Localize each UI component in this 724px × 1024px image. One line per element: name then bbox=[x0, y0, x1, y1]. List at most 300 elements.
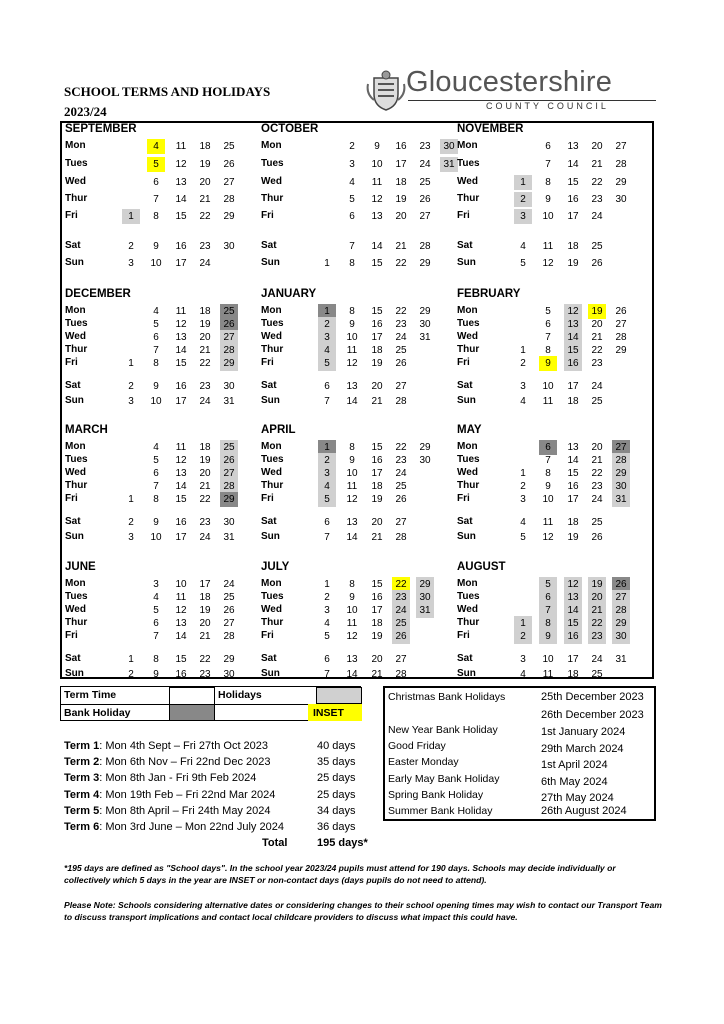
weekday-label: Fri bbox=[261, 630, 274, 641]
weekday-label: Sat bbox=[65, 653, 81, 664]
day-cell: 13 bbox=[567, 442, 579, 453]
day-cell: 26 bbox=[395, 494, 407, 505]
term-dates: : Mon 3rd June – Mon 22nd July 2024 bbox=[99, 821, 284, 833]
day-cell: 30 bbox=[612, 479, 630, 494]
day-cell: 14 bbox=[175, 194, 187, 205]
day-cell: 27 bbox=[395, 654, 407, 665]
day-cell: 22 bbox=[591, 345, 603, 356]
day-cell: 21 bbox=[371, 532, 383, 543]
day-cell: 8 bbox=[545, 177, 551, 188]
day-cell: 9 bbox=[349, 592, 355, 603]
day-cell: 31 bbox=[416, 603, 434, 618]
day-cell: 29 bbox=[220, 492, 238, 507]
day-cell: 22 bbox=[591, 177, 603, 188]
weekday-label: Sat bbox=[457, 240, 473, 251]
day-cell: 15 bbox=[371, 579, 383, 590]
month-name: DECEMBER bbox=[65, 288, 131, 300]
term-row bbox=[64, 740, 268, 752]
weekday-label: Sun bbox=[457, 531, 476, 542]
day-cell: 14 bbox=[564, 603, 582, 618]
day-cell: 1 bbox=[128, 654, 134, 665]
day-cell: 1 bbox=[324, 258, 330, 269]
logo-name: Gloucestershire bbox=[406, 66, 613, 98]
weekday-label: Thur bbox=[457, 617, 480, 628]
day-cell: 7 bbox=[545, 455, 551, 466]
bank-holiday-date: 26th December 2023 bbox=[541, 709, 644, 721]
day-cell: 30 bbox=[223, 669, 235, 680]
day-cell: 26 bbox=[392, 629, 410, 644]
day-cell: 13 bbox=[371, 211, 383, 222]
logo-subtitle: COUNTY COUNCIL bbox=[486, 101, 609, 111]
weekday-label: Wed bbox=[261, 467, 282, 478]
weekday-label: Thur bbox=[261, 193, 284, 204]
day-cell: 9 bbox=[153, 517, 159, 528]
day-cell: 6 bbox=[349, 211, 355, 222]
month-name: FEBRUARY bbox=[457, 288, 521, 300]
day-cell: 3 bbox=[153, 579, 159, 590]
day-cell: 21 bbox=[588, 603, 606, 618]
day-cell: 3 bbox=[324, 605, 330, 616]
day-cell: 24 bbox=[395, 468, 407, 479]
day-cell: 13 bbox=[564, 590, 582, 605]
day-cell: 1 bbox=[122, 209, 140, 224]
day-cell: 22 bbox=[199, 358, 211, 369]
day-cell: 29 bbox=[615, 345, 627, 356]
weekday-label: Sun bbox=[261, 257, 280, 268]
day-cell: 20 bbox=[199, 332, 211, 343]
day-cell: 14 bbox=[346, 669, 358, 680]
bank-holiday-date: 25th December 2023 bbox=[541, 691, 644, 703]
term-dates: : Mon 19th Feb – Fri 22nd Mar 2024 bbox=[99, 789, 276, 801]
day-cell: 26 bbox=[395, 358, 407, 369]
day-cell: 20 bbox=[591, 442, 603, 453]
day-cell: 1 bbox=[520, 468, 526, 479]
term-row bbox=[64, 789, 275, 801]
weekday-label: Thur bbox=[457, 344, 480, 355]
weekday-label: Sat bbox=[261, 380, 277, 391]
weekday-label: Sat bbox=[261, 653, 277, 664]
term-days: 34 days bbox=[317, 805, 356, 817]
day-cell: 12 bbox=[346, 494, 358, 505]
day-cell: 6 bbox=[324, 381, 330, 392]
day-cell: 22 bbox=[395, 258, 407, 269]
day-cell: 31 bbox=[223, 396, 235, 407]
day-cell: 21 bbox=[199, 194, 211, 205]
day-cell: 24 bbox=[223, 579, 235, 590]
day-cell: 25 bbox=[591, 396, 603, 407]
day-cell: 29 bbox=[419, 306, 431, 317]
weekday-label: Thur bbox=[261, 480, 284, 491]
weekday-label: Mon bbox=[457, 578, 478, 589]
day-cell: 9 bbox=[539, 356, 557, 371]
month-name: JULY bbox=[261, 561, 290, 573]
day-cell: 1 bbox=[128, 358, 134, 369]
day-cell: 16 bbox=[371, 319, 383, 330]
day-cell: 2 bbox=[514, 192, 532, 207]
day-cell: 1 bbox=[318, 304, 336, 319]
day-cell: 28 bbox=[223, 194, 235, 205]
weekday-label: Sun bbox=[65, 257, 84, 268]
day-cell: 22 bbox=[591, 468, 603, 479]
month-name: JUNE bbox=[65, 561, 96, 573]
day-cell: 17 bbox=[175, 532, 187, 543]
day-cell: 10 bbox=[346, 605, 358, 616]
day-cell: 31 bbox=[612, 492, 630, 507]
day-cell: 22 bbox=[588, 616, 606, 631]
day-cell: 17 bbox=[175, 258, 187, 269]
term-dates: : Mon 8th April – Fri 24th May 2024 bbox=[99, 805, 271, 817]
day-cell: 23 bbox=[199, 669, 211, 680]
day-cell: 7 bbox=[539, 603, 557, 618]
day-cell: 24 bbox=[395, 332, 407, 343]
month-october bbox=[258, 123, 455, 269]
bank-holiday-name: Summer Bank Holiday bbox=[388, 805, 493, 817]
day-cell: 22 bbox=[199, 211, 211, 222]
bank-holidays-box bbox=[383, 686, 656, 821]
total-value: 195 days* bbox=[317, 837, 368, 849]
day-cell: 3 bbox=[520, 494, 526, 505]
day-cell: 8 bbox=[153, 358, 159, 369]
day-cell: 14 bbox=[175, 345, 187, 356]
term-label: Term 1 bbox=[64, 740, 100, 752]
day-cell: 28 bbox=[223, 631, 235, 642]
day-cell: 12 bbox=[564, 577, 582, 592]
day-cell: 13 bbox=[175, 332, 187, 343]
bank-holiday-date: 6th May 2024 bbox=[541, 776, 608, 788]
bank-holiday-date: 1st January 2024 bbox=[541, 726, 626, 738]
day-cell: 27 bbox=[612, 590, 630, 605]
day-cell: 15 bbox=[567, 468, 579, 479]
day-cell: 21 bbox=[371, 396, 383, 407]
day-cell: 17 bbox=[371, 605, 383, 616]
day-cell: 11 bbox=[175, 592, 187, 603]
day-cell: 14 bbox=[564, 330, 582, 345]
page-title: SCHOOL TERMS AND HOLIDAYS bbox=[64, 84, 271, 99]
day-cell: 25 bbox=[419, 177, 431, 188]
weekday-label: Mon bbox=[457, 305, 478, 316]
day-cell: 2 bbox=[128, 517, 134, 528]
day-cell: 24 bbox=[199, 396, 211, 407]
day-cell: 28 bbox=[612, 603, 630, 618]
day-cell: 18 bbox=[567, 669, 579, 680]
weekday-label: Wed bbox=[261, 331, 282, 342]
day-cell: 5 bbox=[147, 157, 165, 172]
day-cell: 3 bbox=[128, 258, 134, 269]
day-cell: 8 bbox=[545, 345, 551, 356]
day-cell: 26 bbox=[220, 317, 238, 332]
day-cell: 25 bbox=[395, 345, 407, 356]
weekday-label: Wed bbox=[65, 604, 86, 615]
day-cell: 6 bbox=[324, 517, 330, 528]
day-cell: 9 bbox=[374, 141, 380, 152]
day-cell: 16 bbox=[564, 356, 582, 371]
day-cell: 30 bbox=[615, 194, 627, 205]
day-cell: 7 bbox=[324, 532, 330, 543]
day-cell: 30 bbox=[440, 139, 458, 154]
day-cell: 20 bbox=[371, 654, 383, 665]
day-cell: 23 bbox=[395, 455, 407, 466]
day-cell: 11 bbox=[346, 345, 358, 356]
weekday-label: Fri bbox=[457, 357, 470, 368]
month-july bbox=[258, 561, 454, 701]
day-cell: 22 bbox=[199, 494, 211, 505]
council-logo bbox=[366, 66, 656, 116]
day-cell: 4 bbox=[520, 396, 526, 407]
bank-holiday-date: 1st April 2024 bbox=[541, 759, 608, 771]
school-days-note: *195 days are defined as "School days". In the school year 2023/24 pupils must attend for 190 days. Schools may decide individually or collectively which 5 days in the year are INSET or non-contact days (days pupils do not need to attend). bbox=[64, 863, 616, 885]
day-cell: 30 bbox=[419, 455, 431, 466]
day-cell: 9 bbox=[349, 319, 355, 330]
day-cell: 29 bbox=[419, 258, 431, 269]
day-cell: 23 bbox=[588, 629, 606, 644]
day-cell: 2 bbox=[128, 241, 134, 252]
day-cell: 27 bbox=[612, 440, 630, 455]
day-cell: 10 bbox=[150, 396, 162, 407]
day-cell: 1 bbox=[514, 616, 532, 631]
day-cell: 4 bbox=[520, 241, 526, 252]
day-cell: 4 bbox=[153, 442, 159, 453]
bank-holiday-date: 26th August 2024 bbox=[541, 805, 627, 817]
day-cell: 24 bbox=[419, 159, 431, 170]
day-cell: 23 bbox=[395, 319, 407, 330]
day-cell: 20 bbox=[588, 590, 606, 605]
day-cell: 15 bbox=[175, 654, 187, 665]
day-cell: 17 bbox=[199, 579, 211, 590]
weekday-label: Sat bbox=[261, 516, 277, 527]
day-cell: 18 bbox=[395, 177, 407, 188]
day-cell: 7 bbox=[153, 631, 159, 642]
day-cell: 4 bbox=[324, 618, 330, 629]
month-september bbox=[62, 123, 258, 269]
day-cell: 27 bbox=[220, 330, 238, 345]
day-cell: 7 bbox=[545, 159, 551, 170]
weekday-label: Sun bbox=[261, 395, 280, 406]
month-november bbox=[454, 123, 650, 269]
day-cell: 19 bbox=[371, 494, 383, 505]
day-cell: 28 bbox=[220, 343, 238, 358]
day-cell: 19 bbox=[588, 304, 606, 319]
weekday-label: Wed bbox=[261, 176, 282, 187]
legend-holidays-swatch bbox=[316, 687, 362, 704]
weekday-label: Fri bbox=[457, 630, 470, 641]
day-cell: 15 bbox=[175, 358, 187, 369]
day-cell: 5 bbox=[153, 455, 159, 466]
day-cell: 2 bbox=[514, 629, 532, 644]
day-cell: 9 bbox=[545, 481, 551, 492]
bank-holiday-name: Early May Bank Holiday bbox=[388, 773, 500, 785]
bank-holiday-name: New Year Bank Holiday bbox=[388, 724, 498, 736]
day-cell: 30 bbox=[223, 241, 235, 252]
day-cell: 17 bbox=[371, 468, 383, 479]
day-cell: 24 bbox=[199, 258, 211, 269]
day-cell: 10 bbox=[150, 258, 162, 269]
day-cell: 10 bbox=[371, 159, 383, 170]
day-cell: 16 bbox=[567, 481, 579, 492]
weekday-label: Wed bbox=[261, 604, 282, 615]
day-cell: 13 bbox=[567, 141, 579, 152]
weekday-label: Wed bbox=[457, 467, 478, 478]
day-cell: 18 bbox=[371, 481, 383, 492]
weekday-label: Sat bbox=[457, 653, 473, 664]
day-cell: 29 bbox=[416, 577, 434, 592]
weekday-label: Sat bbox=[65, 516, 81, 527]
day-cell: 18 bbox=[199, 592, 211, 603]
bank-holiday-name: Christmas Bank Holidays bbox=[388, 691, 506, 703]
day-cell: 12 bbox=[346, 358, 358, 369]
day-cell: 10 bbox=[542, 211, 554, 222]
weekday-label: Wed bbox=[65, 467, 86, 478]
day-cell: 5 bbox=[520, 258, 526, 269]
month-name: NOVEMBER bbox=[457, 123, 524, 135]
day-cell: 18 bbox=[199, 306, 211, 317]
term-days: 36 days bbox=[317, 821, 356, 833]
day-cell: 17 bbox=[567, 494, 579, 505]
weekday-label: Tues bbox=[261, 318, 284, 329]
day-cell: 21 bbox=[199, 481, 211, 492]
day-cell: 26 bbox=[591, 532, 603, 543]
day-cell: 9 bbox=[539, 629, 557, 644]
day-cell: 17 bbox=[371, 332, 383, 343]
day-cell: 1 bbox=[318, 440, 336, 455]
day-cell: 8 bbox=[349, 579, 355, 590]
term-label: Term 4 bbox=[64, 789, 100, 801]
day-cell: 30 bbox=[612, 629, 630, 644]
weekday-label: Thur bbox=[261, 617, 284, 628]
day-cell: 10 bbox=[346, 332, 358, 343]
day-cell: 23 bbox=[591, 194, 603, 205]
day-cell: 26 bbox=[615, 306, 627, 317]
day-cell: 10 bbox=[542, 381, 554, 392]
day-cell: 3 bbox=[128, 396, 134, 407]
day-cell: 28 bbox=[395, 396, 407, 407]
weekday-label: Tues bbox=[457, 158, 480, 169]
day-cell: 18 bbox=[567, 396, 579, 407]
day-cell: 22 bbox=[199, 654, 211, 665]
weekday-label: Tues bbox=[457, 454, 480, 465]
legend-term-time-label: Term Time bbox=[64, 689, 117, 701]
weekday-label: Sun bbox=[457, 395, 476, 406]
day-cell: 19 bbox=[588, 577, 606, 592]
day-cell: 17 bbox=[175, 396, 187, 407]
day-cell: 23 bbox=[199, 241, 211, 252]
weekday-label: Fri bbox=[261, 210, 274, 221]
day-cell: 4 bbox=[147, 139, 165, 154]
day-cell: 31 bbox=[223, 532, 235, 543]
day-cell: 2 bbox=[128, 669, 134, 680]
transport-note: Please Note: Schools considering alternative dates or considering changes to their school opening times may wish to contact our Transport Team to discuss transport implications and contact local childcare providers to discuss what impact this could have. bbox=[64, 900, 662, 922]
day-cell: 17 bbox=[567, 654, 579, 665]
day-cell: 2 bbox=[324, 592, 330, 603]
day-cell: 17 bbox=[567, 211, 579, 222]
day-cell: 11 bbox=[175, 141, 187, 152]
day-cell: 2 bbox=[349, 141, 355, 152]
day-cell: 9 bbox=[153, 669, 159, 680]
day-cell: 23 bbox=[419, 141, 431, 152]
day-cell: 7 bbox=[349, 241, 355, 252]
day-cell: 27 bbox=[223, 618, 235, 629]
day-cell: 12 bbox=[371, 194, 383, 205]
day-cell: 12 bbox=[175, 605, 187, 616]
day-cell: 9 bbox=[349, 455, 355, 466]
bank-holiday-date: 29th March 2024 bbox=[541, 743, 624, 755]
term-row bbox=[64, 821, 284, 833]
day-cell: 26 bbox=[591, 258, 603, 269]
day-cell: 22 bbox=[395, 306, 407, 317]
day-cell: 2 bbox=[520, 358, 526, 369]
day-cell: 10 bbox=[542, 654, 554, 665]
day-cell: 14 bbox=[371, 241, 383, 252]
day-cell: 11 bbox=[542, 517, 554, 528]
day-cell: 23 bbox=[199, 517, 211, 528]
term-days: 25 days bbox=[317, 772, 356, 784]
day-cell: 7 bbox=[545, 332, 551, 343]
day-cell: 4 bbox=[153, 592, 159, 603]
day-cell: 20 bbox=[199, 177, 211, 188]
crest-icon bbox=[366, 70, 406, 112]
month-name: SEPTEMBER bbox=[65, 123, 137, 135]
term-days: 40 days bbox=[317, 740, 356, 752]
weekday-label: Sun bbox=[261, 531, 280, 542]
day-cell: 18 bbox=[199, 141, 211, 152]
day-cell: 24 bbox=[591, 211, 603, 222]
month-june bbox=[62, 561, 258, 701]
day-cell: 19 bbox=[199, 605, 211, 616]
day-cell: 13 bbox=[346, 517, 358, 528]
day-cell: 25 bbox=[223, 141, 235, 152]
day-cell: 19 bbox=[567, 258, 579, 269]
weekday-label: Tues bbox=[457, 318, 480, 329]
day-cell: 18 bbox=[567, 241, 579, 252]
month-name: AUGUST bbox=[457, 561, 506, 573]
term-dates: : Mon 8th Jan - Fri 9th Feb 2024 bbox=[99, 772, 257, 784]
day-cell: 2 bbox=[520, 481, 526, 492]
day-cell: 8 bbox=[153, 654, 159, 665]
day-cell: 8 bbox=[153, 494, 159, 505]
day-cell: 26 bbox=[220, 453, 238, 468]
day-cell: 18 bbox=[371, 345, 383, 356]
weekday-label: Mon bbox=[261, 305, 282, 316]
day-cell: 21 bbox=[591, 159, 603, 170]
day-cell: 10 bbox=[175, 579, 187, 590]
day-cell: 5 bbox=[545, 306, 551, 317]
day-cell: 2 bbox=[128, 381, 134, 392]
day-cell: 14 bbox=[346, 396, 358, 407]
weekday-label: Sun bbox=[261, 668, 280, 679]
weekday-label: Sat bbox=[457, 516, 473, 527]
day-cell: 25 bbox=[220, 304, 238, 319]
weekday-label: Sun bbox=[457, 668, 476, 679]
month-august bbox=[454, 561, 650, 701]
weekday-label: Wed bbox=[457, 176, 478, 187]
weekday-label: Mon bbox=[457, 140, 478, 151]
term-label: Term 6 bbox=[64, 821, 100, 833]
day-cell: 16 bbox=[175, 241, 187, 252]
weekday-label: Mon bbox=[457, 441, 478, 452]
day-cell: 6 bbox=[153, 332, 159, 343]
day-cell: 24 bbox=[591, 381, 603, 392]
day-cell: 5 bbox=[539, 577, 557, 592]
legend-term-time-swatch bbox=[169, 687, 215, 705]
day-cell: 30 bbox=[419, 319, 431, 330]
day-cell: 28 bbox=[615, 332, 627, 343]
day-cell: 6 bbox=[153, 468, 159, 479]
day-cell: 15 bbox=[175, 494, 187, 505]
day-cell: 24 bbox=[591, 654, 603, 665]
day-cell: 8 bbox=[349, 306, 355, 317]
day-cell: 25 bbox=[591, 669, 603, 680]
month-name: JANUARY bbox=[261, 288, 317, 300]
day-cell: 11 bbox=[542, 396, 554, 407]
